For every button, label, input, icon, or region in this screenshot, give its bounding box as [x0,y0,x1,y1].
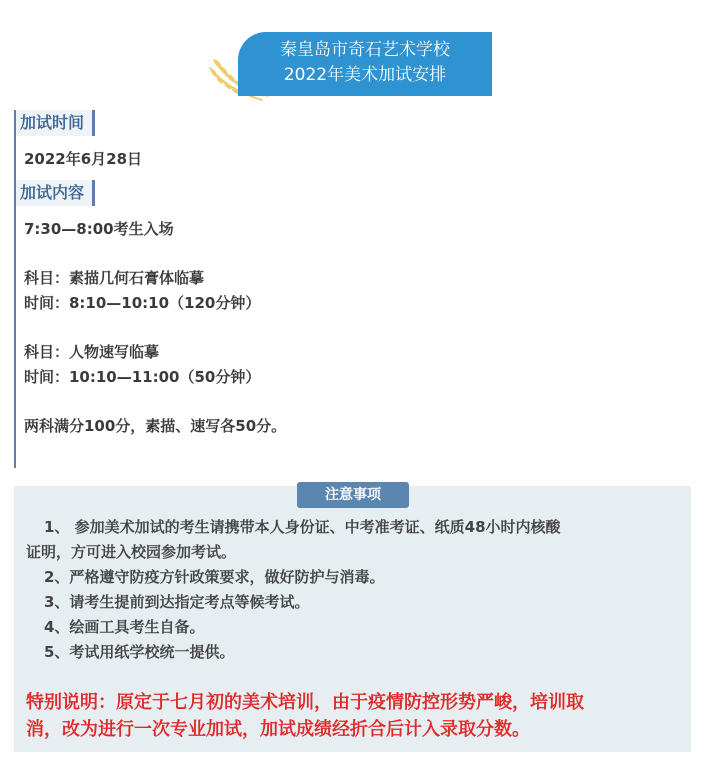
notice-item-2: 2、严格遵守防疫方针政策要求，做好防护与消毒。 [44,568,385,586]
notice-item-3: 3、请考生提前到达指定考点等候考试。 [44,593,310,611]
score-note: 两科满分100分，素描、速写各50分。 [24,417,287,435]
notice-item-1-cont: 证明，方可进入校园参加考试。 [26,543,237,561]
notice-panel [14,486,691,752]
title-box [238,32,492,96]
special-note-cont: 消，改为进行一次专业加试，加试成绩经折合后计入录取分数。 [26,719,530,740]
subject-1: 科目：素描几何石膏体临摹 [24,269,205,287]
exam-date: 2022年6月28日 [24,150,143,168]
notice-item-1: 1、 参加美术加试的考生请携带本人身份证、中考准考证、纸质48小时内核酸 [44,518,561,536]
time-section-label: 加试时间 [16,110,95,136]
notice-item-5: 5、考试用纸学校统一提供。 [44,643,235,661]
time-2: 时间：10:10—11:00（50分钟） [24,368,261,386]
subject-2: 科目：人物速写临摹 [24,343,160,361]
special-note: 特别说明：原定于七月初的美术培训，由于疫情防控形势严峻，培训取 [26,692,584,713]
notice-title: 注意事项 [297,482,409,508]
header-banner [0,0,705,100]
school-name: 秦皇岛市奇石艺术学校 [280,40,450,60]
entry-time: 7:30—8:00考生入场 [24,220,174,238]
page-title: 2022年美术加试安排 [283,65,447,85]
time-1: 时间：8:10—10:10（120分钟） [24,294,261,312]
schedule-section [14,110,694,468]
notice-item-4: 4、绘画工具考生自备。 [44,618,205,636]
content-section-label: 加试内容 [16,180,95,206]
